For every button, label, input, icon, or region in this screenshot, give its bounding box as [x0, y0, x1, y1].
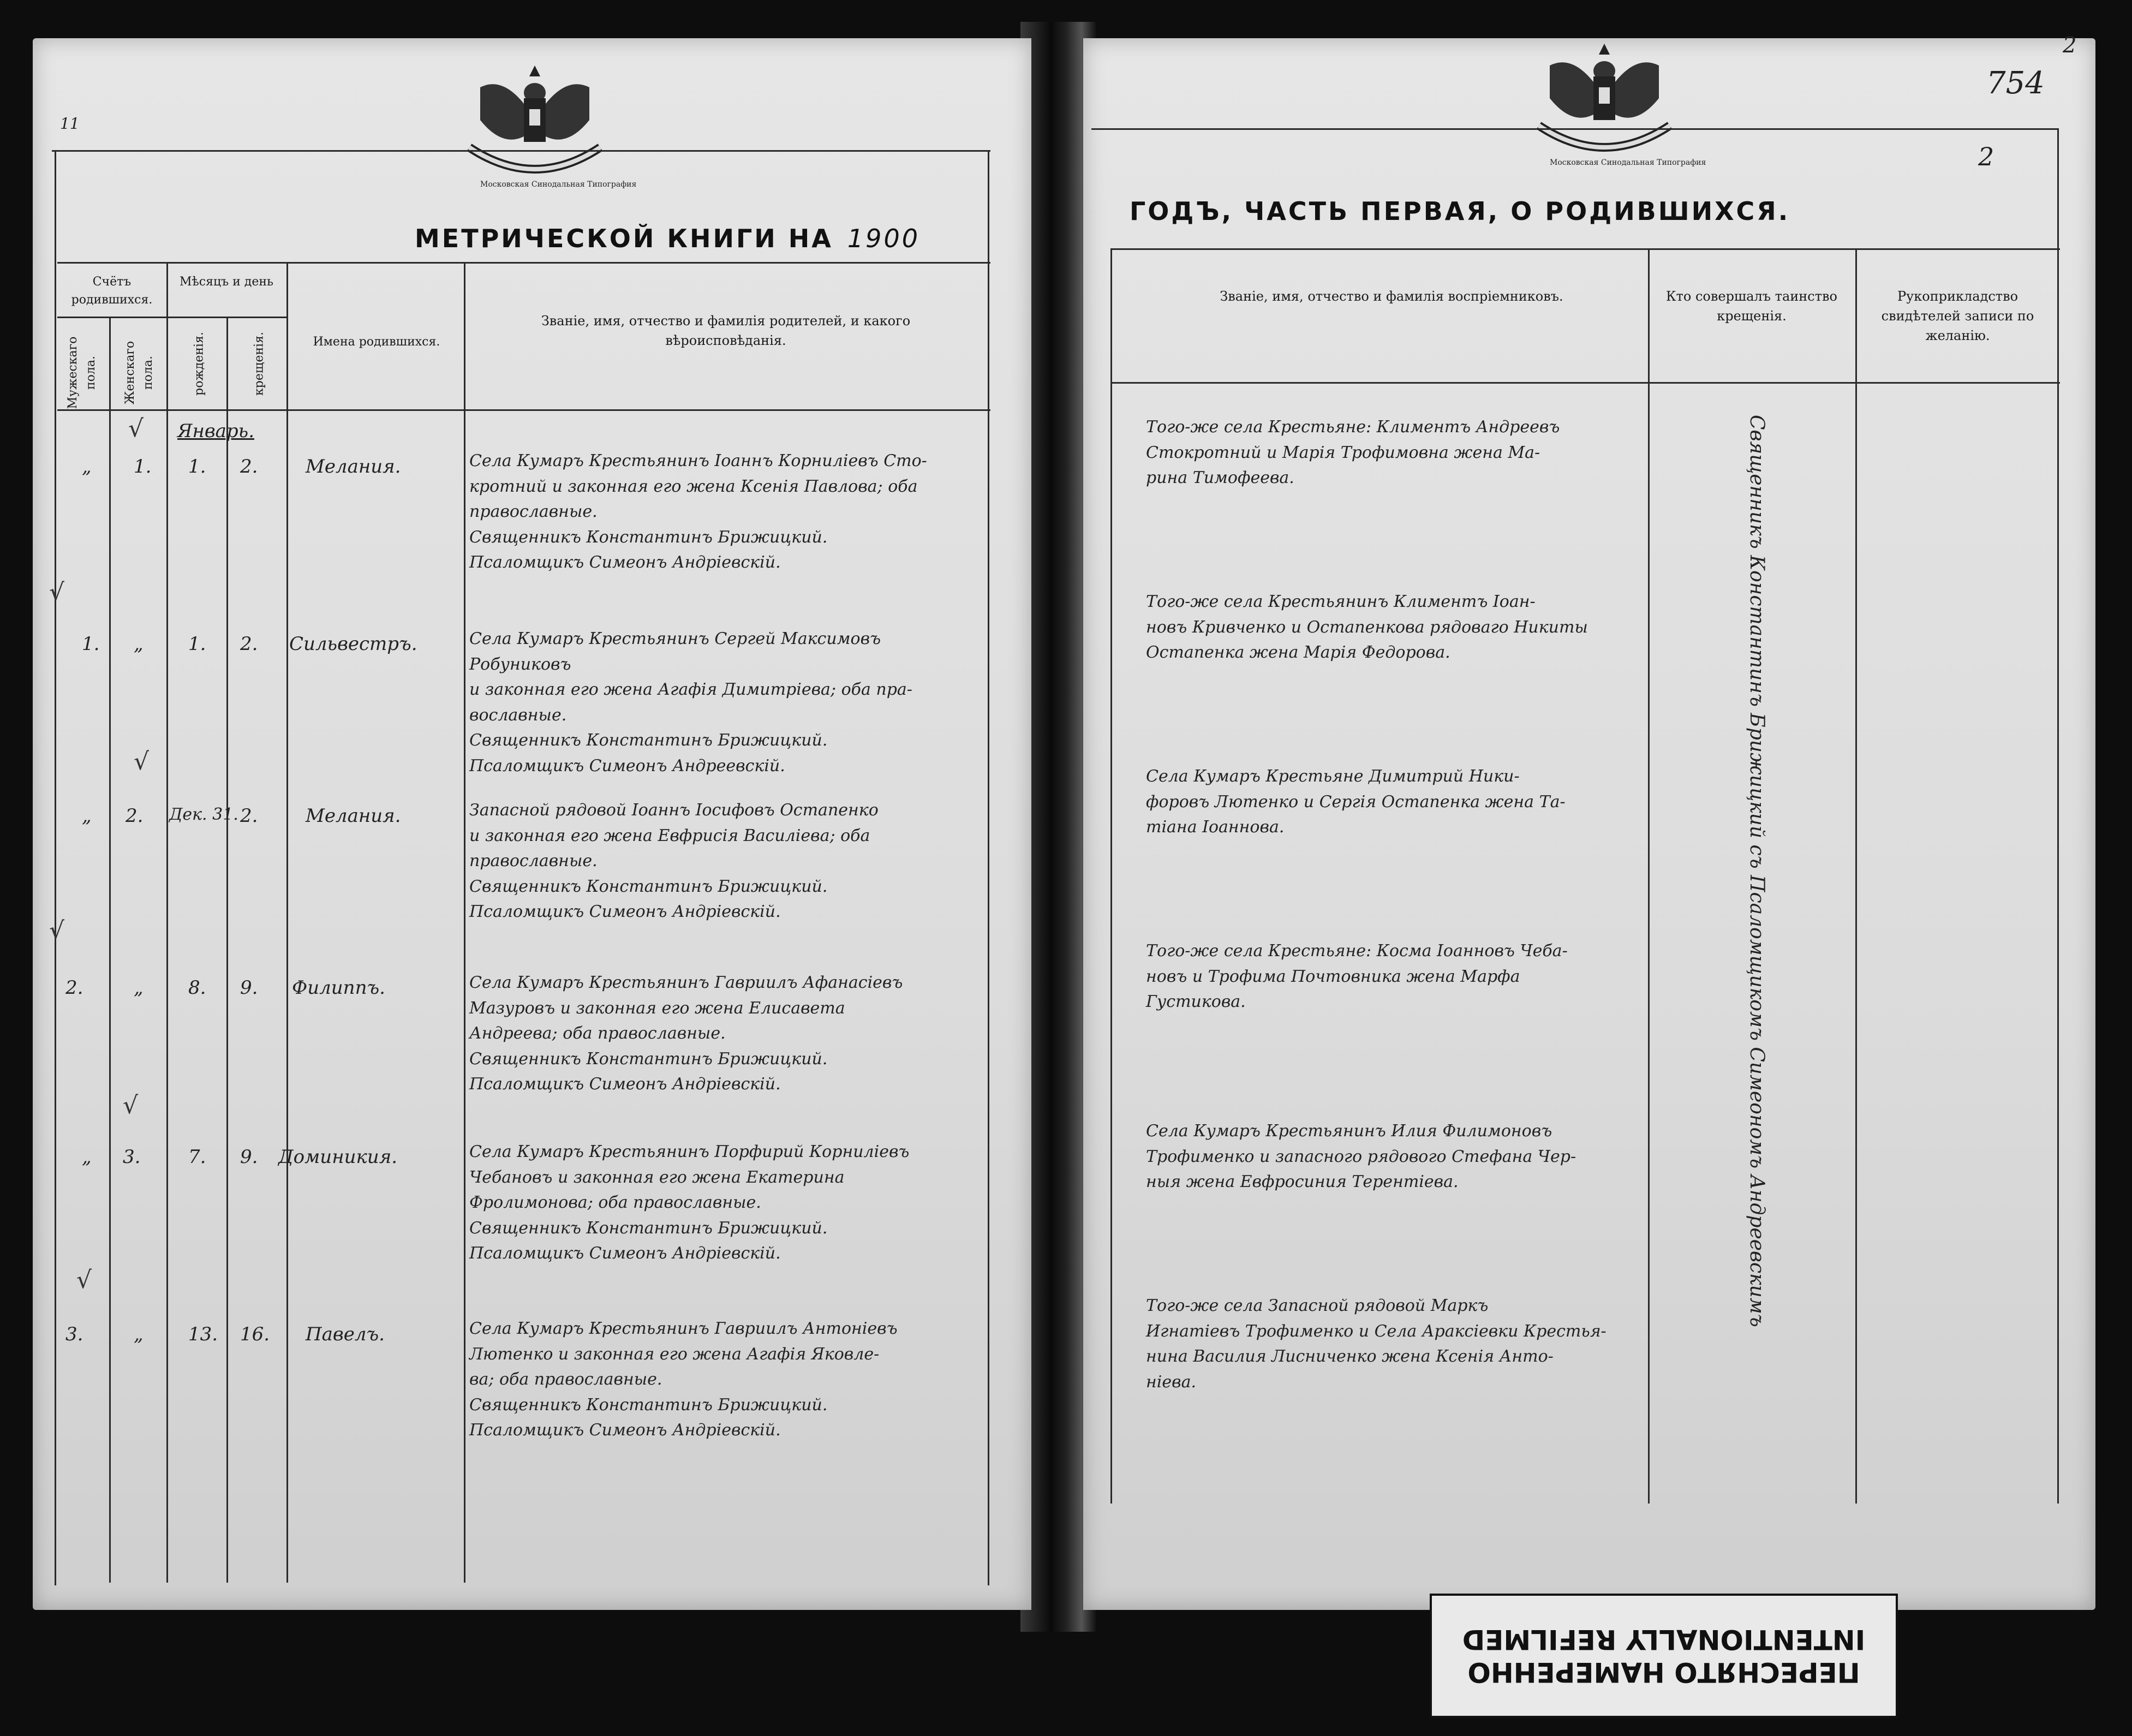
row-female: 3.: [123, 1146, 141, 1168]
col-divider: [1648, 248, 1650, 1504]
header-baptized: крещенія.: [252, 332, 266, 396]
header-born: рожденія.: [192, 332, 206, 396]
row-baptized: 16.: [240, 1323, 270, 1345]
header-count: Счётъ родившихся.: [71, 275, 153, 307]
left-top-rule: [52, 150, 990, 152]
row-name: Мелания.: [306, 456, 401, 478]
header-female: Женскаго пола.: [123, 341, 155, 405]
header-names: Имена родившихся.: [313, 335, 440, 349]
row-male: 3.: [65, 1323, 83, 1345]
header-godparents: Званіе, имя, отчество и фамилія воспріемниковъ.: [1220, 289, 1563, 304]
row-female: „: [134, 1323, 144, 1345]
row-male: 2.: [65, 977, 83, 999]
check-mark: √: [49, 578, 65, 606]
imperial-eagle-crest-right: [1517, 33, 1692, 169]
row-parents: Запасной рядовой Іоаннъ Іосифовъ Остапенко и законная его жена Евфрисiя Василiева; оба православные. Священникъ Константинъ Брижицкий. Псаломщикъ Симеонъ Андрiевскiй.: [469, 801, 879, 921]
right-header-bottom-rule: [1110, 382, 2060, 384]
corner-mark: 11: [60, 115, 80, 133]
left-header-top-rule: [57, 262, 990, 264]
row-female: 2.: [126, 805, 144, 827]
row-parents: Села Кумаръ Крестьянинъ Сергей Максимовъ Робуниковъ и законная его жена Агафiя Димитрiева; оба пра- вославные. Священникъ Константинъ Брижицкий. Псаломщикъ Симеонъ Андреевскiй.: [469, 629, 912, 775]
stamp-line-1: ПЕРЕСНЯТО НАМЕРЕННО: [1467, 1656, 1860, 1688]
left-frame-left: [55, 150, 56, 1585]
folio-mark: 2: [1978, 142, 1994, 171]
row-female: 1.: [134, 456, 152, 478]
left-subheader-rule: [57, 317, 286, 318]
left-page-title: [415, 224, 1026, 253]
header-month: Мѣсяцъ и день: [180, 275, 273, 289]
col-divider: [286, 262, 288, 1583]
godparents-entry-2: Того-же села Крестьянинъ Климентъ Іоан- новъ Кривченко и Остапенкова рядоваго Никиты Остапенка жена Марiя Федорова.: [1146, 592, 1588, 662]
row-name: Филиппъ.: [292, 977, 385, 999]
row-name: Доминикия.: [278, 1146, 398, 1168]
row-female: „: [134, 633, 144, 655]
row-parents: Села Кумаръ Крестьянинъ Гавриилъ Афанасiевъ Мазуровъ и законная его жена Елисавета Андреева; оба православные. Священникъ Константинъ Брижицкий. Псаломщикъ Симеонъ Андрiевскiй.: [469, 973, 903, 1094]
header-baptizer: Кто совершалъ таинство крещенія.: [1666, 289, 1837, 324]
title-year: 1900: [847, 224, 920, 253]
check-mark: √: [76, 1266, 92, 1294]
right-frame-right: [2057, 128, 2059, 1504]
check-mark: √: [49, 917, 65, 945]
col-divider: [1855, 248, 1857, 1504]
crest-banner-text-right: Московская Синодальная Типография: [1550, 158, 1706, 167]
right-frame-left: [1110, 248, 1112, 1504]
godparents-entry-1: Того-же села Крестьяне: Климентъ Андреевъ Стокротний и Марiя Трофимовна жена Ма- рина Тимофеева.: [1146, 417, 1560, 487]
left-frame-right: [988, 150, 989, 1585]
godparents-entry-6: Того-же села Запасной рядовой Маркъ Игнатiевъ Трофименко и Села Араксiевки Крестья- нина Василия Лисниченко жена Ксенiя Анто- нiева.: [1146, 1296, 1607, 1392]
row-baptized: 9.: [240, 977, 258, 999]
header-signatures: Рукоприкладство свидѣтелей записи по желанію.: [1881, 289, 2034, 343]
title-text-left: МЕТРИЧЕСКОЙ КНИГИ НА: [415, 224, 833, 253]
baptizer-vertical-text: Священникъ Константинъ Брижицкий съ Псаломщикомъ Симеономъ Андреевскимъ: [1746, 415, 1768, 1327]
header-parents: Званіе, имя, отчество и фамилія родителей, и какого вѣроисповѣданія.: [541, 313, 911, 348]
row-parents: Села Кумаръ Крестьянинъ Порфирий Корнилiевъ Чебановъ и законная его жена Екатерина Фролимонова; оба православные. Священникъ Константинъ Брижицкий. Псаломщикъ Симеонъ Андрiевскiй.: [469, 1142, 910, 1263]
row-baptized: 2.: [240, 805, 258, 827]
row-baptized: 2.: [240, 633, 258, 655]
row-baptized: 2.: [240, 456, 258, 478]
check-mark: √: [134, 748, 150, 775]
check-mark: √: [123, 1091, 139, 1119]
row-born: 1.: [188, 456, 206, 478]
col-divider: [464, 262, 465, 1583]
row-born: 8.: [188, 977, 206, 999]
row-male: „: [82, 1146, 92, 1168]
row-born: 7.: [188, 1146, 206, 1168]
check-mark: √: [128, 415, 144, 443]
godparents-entry-3: Села Кумаръ Крестьяне Димитрий Ники- форовъ Лютенко и Сергiя Остапенка жена Та- тiана Іоаннова.: [1146, 767, 1566, 837]
row-name: Мелания.: [306, 805, 401, 827]
row-male: „: [82, 456, 92, 478]
row-baptized: 9.: [240, 1146, 258, 1168]
row-parents: Села Кумаръ Крестьянинъ Іоаннъ Корнилiевъ Сто- кротний и законная его жена Ксенія Павлова; оба православные. Священникъ Константинъ Брижицкий. Псаломщикъ Симеонъ Андрiевскiй.: [469, 451, 927, 572]
row-born: 1.: [188, 633, 206, 655]
crest-banner-text-left: Московская Синодальная Типография: [480, 180, 637, 189]
row-born: 13.: [188, 1323, 218, 1345]
row-born: Дек. 31.: [169, 805, 238, 824]
header-male: Мужескаго пола.: [66, 336, 98, 409]
row-name: Павелъ.: [306, 1323, 385, 1345]
col-divider: [109, 317, 111, 1583]
left-header-bottom-rule: [57, 409, 990, 411]
row-name: Сильвестръ.: [289, 633, 417, 655]
col-divider: [226, 317, 228, 1583]
folio-small: 2: [2063, 33, 2077, 58]
row-parents: Села Кумаръ Крестьянинъ Гавриилъ Антонiевъ Лютенко и законная его жена Агафiя Яковле- ва; оба православные. Священникъ Константинъ Брижицкий. Псаломщикъ Симеонъ Андрiевскiй.: [469, 1319, 898, 1440]
folio-number: 754: [1986, 65, 2045, 101]
right-top-rule: [1091, 128, 2057, 130]
row-female: „: [134, 977, 144, 999]
col-divider: [166, 262, 168, 1583]
row-male: „: [82, 805, 92, 827]
godparents-entry-5: Села Кумаръ Крестьянинъ Илия Филимоновъ Трофименко и запасного рядового Стефана Чер- ныя жена Евфросиния Терентiева.: [1146, 1121, 1576, 1191]
imperial-eagle-crest-left: [447, 55, 622, 191]
right-page-title: ГОДЪ, ЧАСТЬ ПЕРВАЯ, О РОДИВШИХСЯ.: [1130, 196, 1790, 226]
stamp-line-2: INTENTIONALLY REFILMED: [1462, 1624, 1866, 1655]
row-male: 1.: [82, 633, 100, 655]
month-label: Январь.: [177, 420, 254, 442]
godparents-entry-4: Того-же села Крестьяне: Косма Іоанновъ Чеба- новъ и Трофима Почтовника жена Марфа Густикова.: [1146, 941, 1568, 1011]
right-header-top-rule: [1110, 248, 2060, 250]
refilmed-stamp: [1430, 1594, 1898, 1718]
